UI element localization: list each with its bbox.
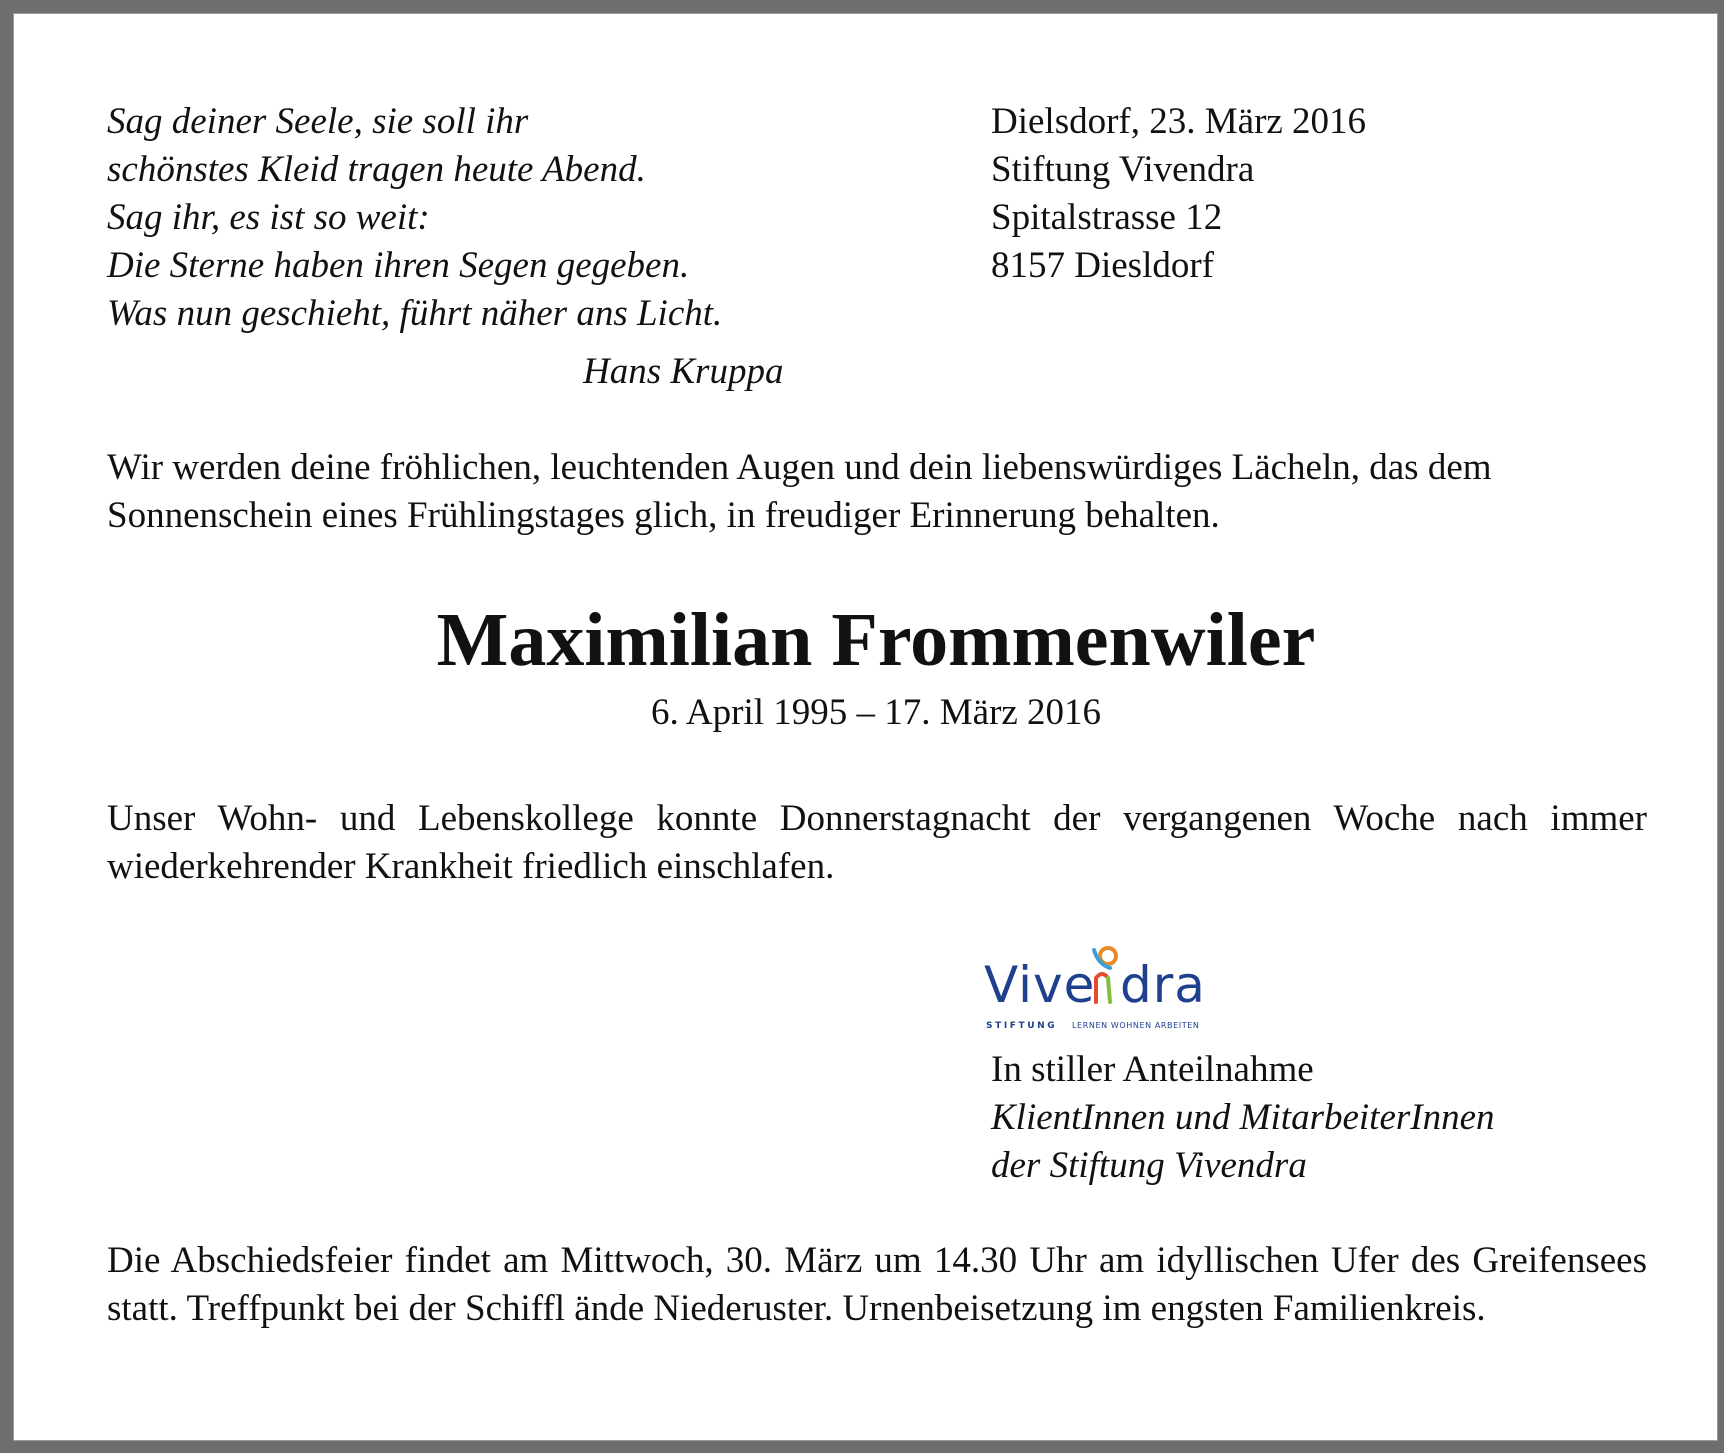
vivendra-logo-graphic [982,942,1234,1034]
logo-wordmark-part-2: dra [1120,956,1206,1014]
logo-tagline-bold: STIFTUNG [986,1021,1058,1031]
poem [107,98,722,338]
poem-line: Was nun geschieht, führt näher ans Licht. [107,293,723,334]
signoff-line: der Stiftung Vivendra [991,1145,1307,1186]
poem-line: Sag deiner Seele, sie soll ihr [107,101,529,142]
intro-paragraph: Wir werden deine fröhlichen, leuchtenden Augen und dein liebenswürdiges Lächeln, das dem Sonnenschein eines Frühlingstages glich, in freudiger Erinnerung behalten. [107,447,1492,536]
street: Spitalstrasse 12 [991,197,1223,238]
poem-line: Die Sterne haben ihren Segen gegeben. [107,245,690,286]
organization-name: Stiftung Vivendra [991,149,1255,190]
logo-tagline: LERNEN WOHNEN ARBEITEN [1072,1021,1200,1030]
address-block [991,98,1366,290]
life-dates: 6. April 1995 – 17. März 2016 [650,692,1102,733]
ceremony-paragraph: Die Abschiedsfeier findet am Mittwoch, 30. März um 14.30 Uhr am idyllischen Ufer des Greifensees statt. Treffpunkt bei der Schiffl ände Niederuster. Urnenbeisetzung im engsten Familienkreis. [107,1240,1647,1329]
logo-figure-icon [1094,948,1116,1002]
place-date: Dielsdorf, 23. März 2016 [991,101,1367,142]
obituary-sheet [14,14,1717,1440]
city: 8157 Diesldorf [991,245,1214,286]
logo-wordmark-part-1: Vive [984,956,1096,1014]
deceased-name: Maximilian Frommenwiler [436,598,1316,682]
poem-author: Hans Kruppa [583,351,784,392]
poem-line: schönstes Kleid tragen heute Abend. [107,149,646,190]
poem-line: Sag ihr, es ist so weit: [107,197,430,238]
signoff-line: In stiller Anteilnahme [991,1049,1314,1090]
vivendra-logo [982,942,1234,1034]
signoff-block [991,1046,1495,1190]
signoff-line: KlientInnen und MitarbeiterInnen [991,1097,1495,1138]
announcement-paragraph: Unser Wohn- und Lebenskollege konnte Donnerstagnacht der vergangenen Woche nach immer wiederkehrender Krankheit friedlich einschlafen. [107,798,1647,887]
